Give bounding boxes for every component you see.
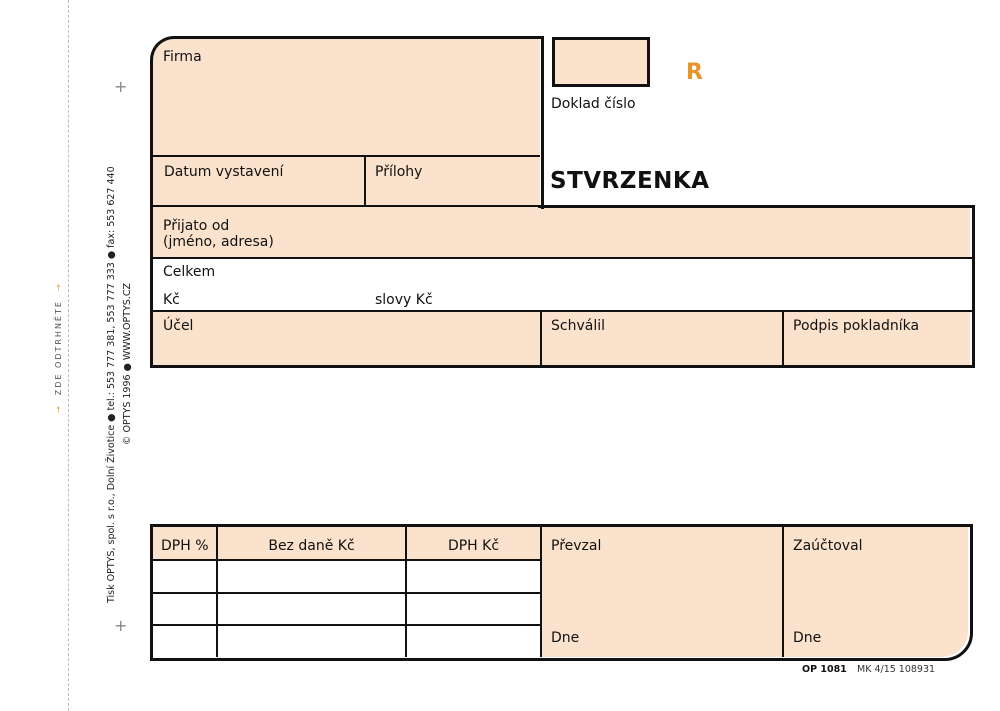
table-cell[interactable]: [154, 627, 215, 655]
copyright-info: © OPTYS 1996 ● WWW.OPTYS.CZ: [122, 282, 133, 445]
table-cell[interactable]: [408, 595, 539, 623]
slovy-label: slovy Kč: [375, 292, 433, 308]
table-cell[interactable]: [219, 595, 404, 623]
doc-number-box[interactable]: [552, 37, 650, 87]
th-bez-dane: Bez daně Kč: [268, 538, 355, 554]
firma-outline: [150, 36, 544, 209]
register-mark-bottom: +: [114, 616, 128, 635]
schvalil-label: Schválil: [551, 318, 605, 334]
kc-label: Kč: [163, 292, 180, 308]
celkem-label: Celkem: [163, 264, 216, 280]
prijato-label: Přijato od: [163, 218, 230, 234]
prilohy-label: Přílohy: [375, 164, 423, 180]
form-ref: MK 4/15 108931: [857, 664, 936, 675]
form-code: OP 1081: [802, 664, 847, 675]
r-mark: R: [686, 60, 703, 85]
table-cell[interactable]: [154, 562, 215, 591]
zauctoval-label: Zaúčtoval: [793, 538, 863, 554]
doc-number-label: Doklad číslo: [551, 96, 636, 112]
prevzal-label: Převzal: [551, 538, 602, 554]
tear-line: [68, 0, 69, 711]
table-cell[interactable]: [219, 627, 404, 655]
dne-right-label: Dne: [793, 630, 822, 646]
datum-label: Datum vystavení: [164, 164, 284, 180]
prijato-sublabel: (jméno, adresa): [163, 234, 274, 250]
printer-info: Tisk OPTYS, spol. s r.o., Dolní Životice ● tel.: 553 777 381, 553 777 333 ● fax: 553 627 440: [106, 166, 117, 603]
page-title: STVRZENKA: [550, 168, 710, 194]
ucel-label: Účel: [163, 318, 194, 334]
table-cell[interactable]: [408, 562, 539, 591]
table-cell[interactable]: [219, 562, 404, 591]
dne-left-label: Dne: [551, 630, 580, 646]
firma-label: Firma: [163, 49, 202, 65]
th-dph-pct: DPH %: [161, 538, 209, 554]
register-mark-top: +: [114, 77, 128, 96]
table-cell[interactable]: [408, 627, 539, 655]
table-cell[interactable]: [154, 595, 215, 623]
podpis-label: Podpis pokladníka: [793, 318, 920, 334]
cut-instruction: → ZDE ODTRHNĚTE →: [54, 282, 63, 413]
th-dph-kc: DPH Kč: [447, 538, 500, 554]
form-outline: [150, 205, 975, 368]
